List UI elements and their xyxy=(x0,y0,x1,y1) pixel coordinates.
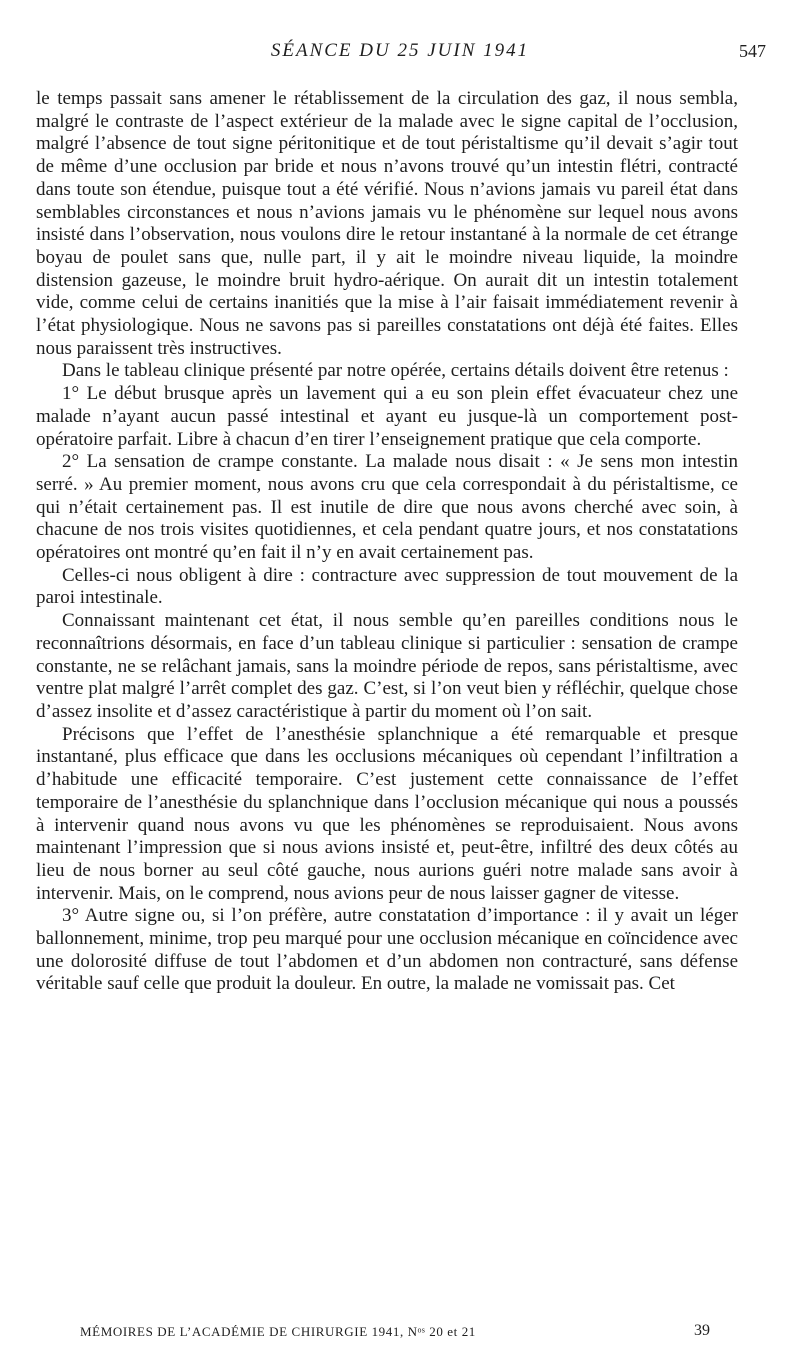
paragraph-continued: le temps passait sans amener le rétablissement de la circulation des gaz, il nous sembla, malgré le contraste de l’aspect extérieur de la malade avec le signe capital de l’occlusion, malgré l’absence de tout signe péritonitique et de tout péristaltisme qu’il devait s’agir tout de même d’une occlusion par bride et nous n’avons trouvé qu’un intestin flétri, contracté dans toute son étendue, puisque tout a été vérifié. Nous n’avions jamais vu pareil état dans semblables circonstances et nous n’avions jamais vu le phénomène sur lequel nous avons insisté dans l’observation, nous voulons dire le retour instantané à la normale de cet étrange boyau de poulet sans que, nulle part, il y ait le moindre niveau liquide, la moindre distension gazeuse, le moindre bruit hydro-aérique. On aurait dit un intestin totalement vide, comme celui de certains inanitiés que la mise à l’air faisait immédiatement revenir à l’état physiologique. Nous ne savons pas si pareilles constatations ont déjà été faites. Elles nous paraissent très instructives. xyxy=(36,88,738,359)
paragraph-recognition: Connaissant maintenant cet état, il nous semble qu’en pareilles conditions nous le reconnaîtrions désormais, en face d’un tableau clinique si particulier : sensation de crampe constante, ne se relâchant jamais, sans la moindre période de repos, sans péristaltisme, avec ventre plat malgré l’arrêt complet des gaz. C’est, si l’on veut bien y réfléchir, quelque chose d’assez insolite et d’assez caractéristique à partir du moment où l’on sait. xyxy=(36,610,738,722)
page-number: 547 xyxy=(739,41,766,61)
footer-signature-mark: 39 xyxy=(694,1322,710,1339)
running-title: SÉANCE DU 25 JUIN 1941 xyxy=(270,40,530,61)
page-footer xyxy=(80,1322,710,1344)
paragraph-point-1: 1° Le début brusque après un lavement qui a eu son plein effet évacuateur chez une malade n’ayant aucun passé intestinal et ayant eu jusque-là un comportement post-opératoire parfait. Libre à chacun d’en tirer l’enseignement pratique que cela comporte. xyxy=(36,383,738,450)
paragraph-contracture: Celles-ci nous obligent à dire : contracture avec suppression de tout mouvement de la paroi intestinale. xyxy=(36,564,738,609)
body-text xyxy=(36,88,738,996)
footer-journal-title: MÉMOIRES DE L’ACADÉMIE DE CHIRURGIE 1941, Nᵒˢ 20 et 21 xyxy=(80,1324,476,1339)
paragraph-point-2: 2° La sensation de crampe constante. La malade nous disait : « Je sens mon intestin serré. » Au premier moment, nous avons cru que cela correspondait à du péristaltisme, ce qui n’était certainement pas. Il est inutile de dire que nous avons cherché avec soin, à chacune de nos trois visites quotidiennes, et cela pendant quatre jours, et nos constatations opératoires ont montré qu’en fait il n’y en avait certainement pas. xyxy=(36,451,738,564)
paragraph-clinical-details: Dans le tableau clinique présenté par notre opérée, certains détails doivent être retenus : xyxy=(62,360,729,382)
running-head xyxy=(34,40,766,66)
paragraph-point-3: 3° Autre signe ou, si l’on préfère, autre constatation d’importance : il y avait un léger ballonnement, minime, trop peu marqué pour une occlusion mécanique en coïncidence avec une dolorosité diffuse de tout l’abdomen et d’un abdomen non contracturé, sans défense véritable sauf celle que produit la douleur. En outre, la malade ne vomissait pas. Cet xyxy=(36,905,738,995)
paragraph-anesthesia: Précisons que l’effet de l’anesthésie splanchnique a été remarquable et presque instantané, plus efficace que dans les occlusions mécaniques où cependant l’infiltration a d’habitude une efficacité temporaire. C’est justement cette connaissance de l’effet temporaire de l’anesthésie du splanchnique dans l’occlusion mécanique qui nous a poussés à intervenir quand nous avons vu que les phénomènes se reproduisaient. Nous avons maintenant l’impression que si nous avions insisté et, peut-être, infiltré des deux côtés au lieu de nous borner au seul côté gauche, nous aurions guéri notre malade sans avoir à intervenir. Mais, on le comprend, nous avions peur de nous laisser gagner de vitesse. xyxy=(36,723,738,904)
